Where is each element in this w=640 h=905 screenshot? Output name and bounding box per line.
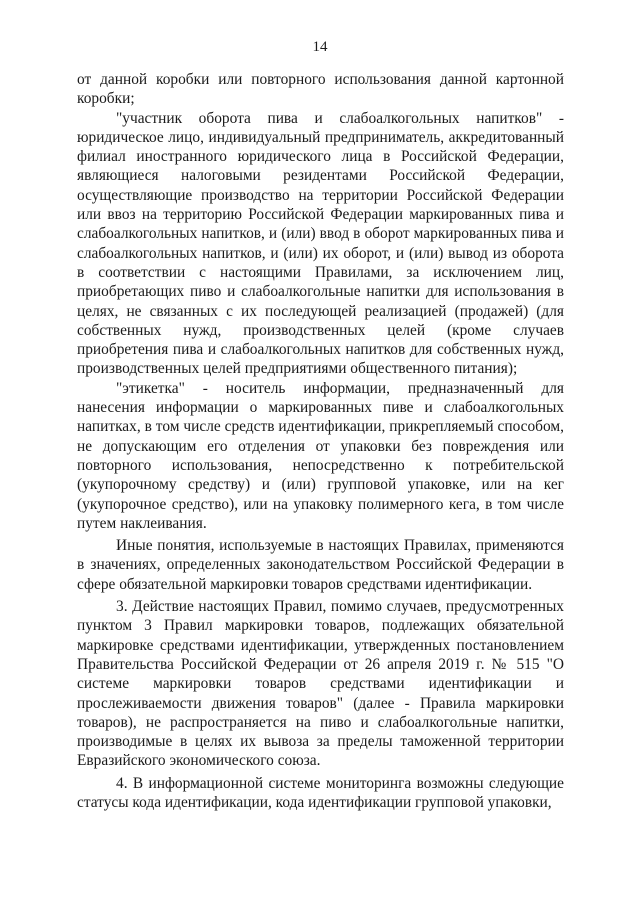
paragraph-definition-label: "этикетка" - носитель информации, предназначенный для нанесения информации о маркированных пиве и слабоалкогольных напитках, в том числе средств идентификации, прикрепляемый способом, не допускающим его отделения от упаковки без повреждения или повторного использования, непосредственно к потребительской (укупорочному средству) и (или) групповой упаковке, или на кег (укупорочное средство), или на упаковку полимерного кега, в том числе путем наклеивания. xyxy=(77,379,564,532)
document-body xyxy=(77,70,564,812)
paragraph-continuation: от данной коробки или повторного использования данной картонной коробки; xyxy=(77,71,564,108)
paragraph-item-4: 4. В информационной системе мониторинга возможны следующие статусы кода идентификации, кода идентификации групповой упаковки, xyxy=(77,774,564,811)
paragraph-other-concepts: Иные понятия, используемые в настоящих Правилах, применяются в значениях, определенных законодательством Российской Федерации в сфере обязательной маркировки товаров средствами идентификации. xyxy=(77,537,564,593)
paragraph-item-3: 3. Действие настоящих Правил, помимо случаев, предусмотренных пунктом 3 Правил маркировки товаров, подлежащих обязательной маркировке средствами идентификации, утвержденных постановлением Правительства Российской Федерации от 26 апреля 2019 г. № 515 "О системе маркировки товаров средствами идентификации и прослеживаемости движения товаров" (далее - Правила маркировки товаров), не распространяется на пиво и слабоалкогольные напитки, производимые в целях их вывоза за пределы таможенной территории Евразийского экономического союза. xyxy=(77,598,564,770)
paragraph-definition-participant: "участник оборота пива и слабоалкогольных напитков" - юридическое лицо, индивидуальный предприниматель, аккредитованный филиал иностранного юридического лица в Российской Федерации, являющиеся налоговыми резидентами Российской Федерации, осуществляющие производство на территории Российской Федерации или ввоз на территорию Российской Федерации маркированных пива и слабоалкогольных напитков, и (или) ввод в оборот маркированных пива и слабоалкогольных напитков, и (или) их оборот, и (или) вывод из оборота в соответствии с настоящими Правилами, за исключением лиц, приобретающих пиво и слабоалкогольные напитки для использования в целях, не связанных с их последующей реализацией (продажей) (для собственных нужд, производственных целей (кроме случаев приобретения пива и слабоалкогольных напитков для собственных нужд, производственных целей предприятиями общественного питания); xyxy=(77,109,564,378)
page-number: 14 xyxy=(312,39,328,55)
